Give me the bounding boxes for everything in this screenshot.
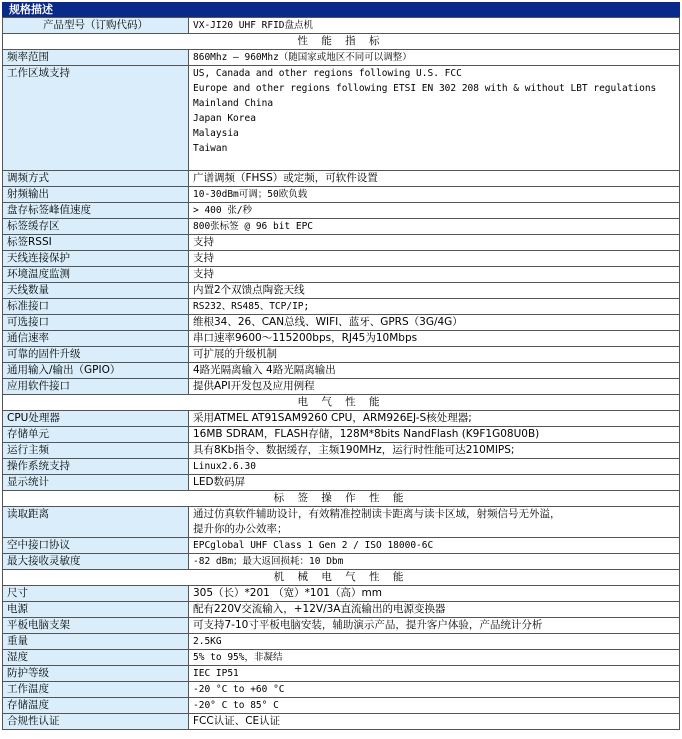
spec-row [3, 411, 680, 427]
spec-value: LED数码屏 [189, 475, 680, 491]
spec-value: 采用ATMEL AT91SAM9260 CPU，ARM926EJ-S核处理器; [189, 411, 680, 427]
spec-value: -82 dBm；最大返回损耗：10 Dbm [189, 554, 680, 570]
spec-row [3, 235, 680, 251]
spec-key: 运行主频 [3, 443, 189, 459]
spec-row [3, 634, 680, 650]
spec-key: 天线连接保护 [3, 251, 189, 267]
spec-row [3, 331, 680, 347]
spec-key: 存储温度 [3, 698, 189, 714]
spec-value: 支持 [189, 235, 680, 251]
spec-key: 可选接口 [3, 315, 189, 331]
spec-key: 天线数量 [3, 283, 189, 299]
spec-value: 配有220V交流输入，+12V/3A直流输出的电源变换器 [189, 602, 680, 618]
spec-key: 平板电脑支架 [3, 618, 189, 634]
region-line: Malaysia [193, 128, 239, 139]
spec-value: 5% to 95%，非凝结 [189, 650, 680, 666]
spec-key: 调频方式 [3, 171, 189, 187]
read-range-line: 提升你的办公效率； [193, 523, 288, 535]
spec-row [3, 586, 680, 602]
read-range-line: 通过仿真软件辅助设计，有效精准控制读卡距离与读卡区域，射频信号无外溢， [193, 508, 561, 520]
spec-value: 广谱调频（FHSS）或定频，可软件设置 [189, 171, 680, 187]
spec-value: > 400 张/秒 [189, 203, 680, 219]
spec-row [3, 666, 680, 682]
spec-value: IEC IP51 [189, 666, 680, 682]
spec-table [2, 17, 680, 730]
spec-value: -20 °C to +60 °C [189, 682, 680, 698]
spec-row [3, 187, 680, 203]
spec-key: 应用软件接口 [3, 379, 189, 395]
spec-value: FCC认证、CE认证 [189, 714, 680, 730]
region-line: Mainland China [193, 98, 274, 109]
spec-row [3, 251, 680, 267]
spec-row [3, 379, 680, 395]
spec-key: 频率范围 [3, 50, 189, 66]
spec-value: -20° C to 85° C [189, 698, 680, 714]
spec-value [189, 507, 680, 538]
model-label: 产品型号（订购代码） [3, 18, 189, 34]
spec-value: 16MB SDRAM，FLASH存储，128M*8bits NandFlash (K9F1G08U0B) [189, 427, 680, 443]
section-tag-operations [3, 491, 680, 507]
spec-row [3, 427, 680, 443]
spec-row [3, 650, 680, 666]
spec-row [3, 443, 680, 459]
section-electrical [3, 395, 680, 411]
spec-row [3, 50, 680, 66]
spec-value: 10-30dBm可调；50欧负载 [189, 187, 680, 203]
spec-row [3, 347, 680, 363]
spec-key: 防护等级 [3, 666, 189, 682]
spec-key: 操作系统支持 [3, 459, 189, 475]
spec-value: 2.5KG [189, 634, 680, 650]
spec-row [3, 219, 680, 235]
spec-key: 通用输入/输出（GPIO） [3, 363, 189, 379]
section-heading: 标 签 操 作 性 能 [3, 491, 680, 507]
spec-key: 通信速率 [3, 331, 189, 347]
spec-key: 可靠的固件升级 [3, 347, 189, 363]
spec-value [189, 66, 680, 171]
spec-key: 标准接口 [3, 299, 189, 315]
section-heading: 机 械 电 气 性 能 [3, 570, 680, 586]
spec-value: 支持 [189, 267, 680, 283]
spec-value: 提供API开发包及应用例程 [189, 379, 680, 395]
section-heading: 电 气 性 能 [3, 395, 680, 411]
spec-key: 标签缓存区 [3, 219, 189, 235]
spec-value: 4路光隔离输入 4路光隔离输出 [189, 363, 680, 379]
spec-row [3, 171, 680, 187]
spec-row [3, 507, 680, 538]
spec-row [3, 203, 680, 219]
spec-value: Linux2.6.30 [189, 459, 680, 475]
spec-row [3, 714, 680, 730]
spec-key: 盘存标签峰值速度 [3, 203, 189, 219]
spec-key: 最大接收灵敏度 [3, 554, 189, 570]
spec-row [3, 698, 680, 714]
spec-key: 电源 [3, 602, 189, 618]
spec-row [3, 538, 680, 554]
spec-value: 800张标签 @ 96 bit EPC [189, 219, 680, 235]
region-line: Europe and other regions following ETSI EN 302 208 with & without LBT regulations [193, 83, 657, 94]
spec-key: 读取距离 [3, 507, 189, 538]
spec-key: 重量 [3, 634, 189, 650]
spec-row [3, 315, 680, 331]
spec-row [3, 299, 680, 315]
model-value: VX-JI20 UHF RFID盘点机 [189, 18, 680, 34]
spec-row [3, 554, 680, 570]
spec-row [3, 618, 680, 634]
section-mechanical [3, 570, 680, 586]
spec-value: 具有8Kb指令、数据缓存，主频190MHz，运行时性能可达210MIPS; [189, 443, 680, 459]
spec-value: 支持 [189, 251, 680, 267]
spec-value: 305（长）*201 （宽）*101（高）mm [189, 586, 680, 602]
spec-key: CPU处理器 [3, 411, 189, 427]
spec-key: 尺寸 [3, 586, 189, 602]
spec-row [3, 602, 680, 618]
section-performance [3, 34, 680, 50]
region-line: US, Canada and other regions following U.S. FCC [193, 68, 462, 79]
spec-value: 可扩展的升级机制 [189, 347, 680, 363]
spec-row [3, 267, 680, 283]
region-line: Taiwan [193, 143, 228, 154]
spec-key: 空中接口协议 [3, 538, 189, 554]
spec-key: 合规性认证 [3, 714, 189, 730]
spec-value: 可支持7-10寸平板电脑安装，辅助演示产品，提升客户体验，产品统计分析 [189, 618, 680, 634]
spec-value: 串口速率9600～115200bps，RJ45为10Mbps [189, 331, 680, 347]
spec-key: 工作区域支持 [3, 66, 189, 171]
spec-row [3, 66, 680, 171]
region-line: Japan Korea [193, 113, 256, 124]
spec-row [3, 363, 680, 379]
spec-value: 860Mhz – 960Mhz（随国家或地区不同可以调整） [189, 50, 680, 66]
spec-row [3, 682, 680, 698]
spec-value: EPCglobal UHF Class 1 Gen 2 / ISO 18000-6C [189, 538, 680, 554]
spec-row [3, 475, 680, 491]
spec-value: RS232、RS485、TCP/IP; [189, 299, 680, 315]
spec-key: 显示统计 [3, 475, 189, 491]
spec-value: 内置2个双馈点陶瓷天线 [189, 283, 680, 299]
spec-row [3, 459, 680, 475]
spec-key: 工作温度 [3, 682, 189, 698]
spec-key: 存储单元 [3, 427, 189, 443]
model-row [3, 18, 680, 34]
spec-key: 湿度 [3, 650, 189, 666]
spec-row [3, 283, 680, 299]
spec-key: 射频输出 [3, 187, 189, 203]
spec-title: 规格描述 [9, 3, 53, 16]
spec-title-bar [2, 2, 680, 17]
spec-key: 标签RSSI [3, 235, 189, 251]
spec-key: 环境温度监测 [3, 267, 189, 283]
spec-value: 维根34、26、CAN总线、WIFI、蓝牙、GPRS（3G/4G） [189, 315, 680, 331]
section-heading: 性 能 指 标 [3, 34, 680, 50]
